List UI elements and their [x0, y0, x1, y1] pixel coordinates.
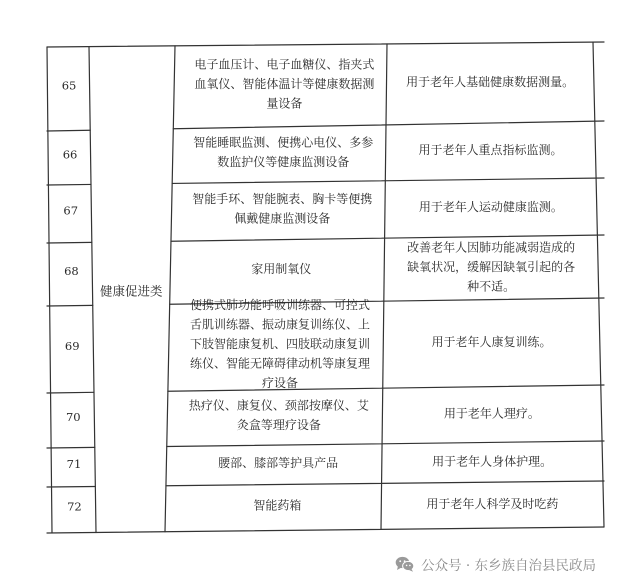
usage-text: 用于老年人运动健康监测。 — [418, 200, 563, 215]
product-name: 血氧仪、智能体温计等健康数据测 — [194, 76, 375, 91]
product-name: 家用制氧仪 — [251, 262, 312, 277]
row-divider-line — [47, 486, 95, 487]
product-name: 腰部、膝部等护具产品 — [218, 455, 339, 470]
product-name: 疗设备 — [262, 376, 299, 391]
row-divider-line — [172, 178, 604, 183]
usage-text: 种不适。 — [467, 279, 516, 294]
usage-text: 用于老年人康复训练。 — [431, 335, 552, 350]
row-divider-line — [47, 130, 90, 131]
product-name: 量设备 — [266, 96, 303, 111]
usage-text: 用于老年人理疗。 — [443, 406, 540, 421]
product-name: 练仪、智能无障碍律动机等康复理 — [190, 356, 371, 371]
row-number: 70 — [65, 410, 81, 425]
product-name: 智能药箱 — [253, 498, 302, 513]
usage-text: 用于老年人重点指标监测。 — [418, 143, 563, 158]
row-divider-line — [47, 184, 91, 185]
product-name: 数监护仪等健康监测设备 — [217, 155, 350, 170]
row-divider-line — [166, 481, 604, 486]
row-divider-line — [167, 441, 604, 446]
wechat-watermark — [395, 552, 596, 576]
product-name: 佩戴健康监测设备 — [234, 211, 331, 226]
row-number: 71 — [66, 457, 82, 472]
product-name: 舌肌训练器、振动康复训练仪、上 — [190, 317, 371, 332]
row-number: 65 — [61, 78, 77, 93]
wechat-icon — [395, 556, 415, 572]
table-border-line — [47, 47, 52, 533]
usage-text: 用于老年人身体护理。 — [432, 454, 553, 469]
row-divider-line — [47, 305, 93, 306]
row-divider-line — [173, 121, 604, 129]
row-number: 68 — [64, 264, 79, 279]
table-border-line — [47, 42, 604, 47]
column-divider-line — [89, 47, 96, 533]
row-divider-line — [47, 447, 95, 448]
usage-text: 用于老年人基础健康数据测量。 — [406, 75, 575, 90]
column-divider-line — [381, 44, 387, 529]
row-divider-line — [168, 385, 604, 391]
usage-text: 用于老年人科学及时吃药 — [426, 497, 559, 512]
row-number: 66 — [62, 147, 78, 162]
table-border-line — [47, 527, 604, 533]
column-divider-line — [165, 46, 175, 532]
product-name: 智能手环、智能腕表、胸卡等便携 — [192, 192, 373, 207]
product-name: 电子血压计、电子血糖仪、指夹式 — [194, 57, 375, 72]
product-name: 热疗仪、康复仪、颈部按摩仪、艾 — [188, 398, 369, 413]
usage-text: 改善老年人因肺功能减弱造成的 — [407, 240, 576, 255]
row-divider-line — [47, 242, 92, 243]
row-divider-line — [47, 392, 94, 393]
table-border-line — [593, 42, 604, 527]
product-name: 灸盒等理疗设备 — [236, 418, 321, 433]
product-name: 下肢智能康复机、四肢联动康复训 — [190, 337, 371, 352]
product-name: 智能睡眠监测、便携心电仪、多参 — [193, 135, 374, 150]
row-number: 72 — [67, 499, 82, 514]
row-number: 67 — [63, 203, 79, 218]
product-name: 便携式肺功能呼吸训练器、可控式 — [190, 298, 371, 313]
row-number: 69 — [64, 339, 80, 354]
usage-text: 缺氧状况，缓解因缺氧引起的各 — [407, 260, 576, 275]
watermark-text: 公众号 · 东乡族自治县民政局 — [421, 558, 596, 574]
category-label: 健康促进类 — [99, 283, 163, 299]
